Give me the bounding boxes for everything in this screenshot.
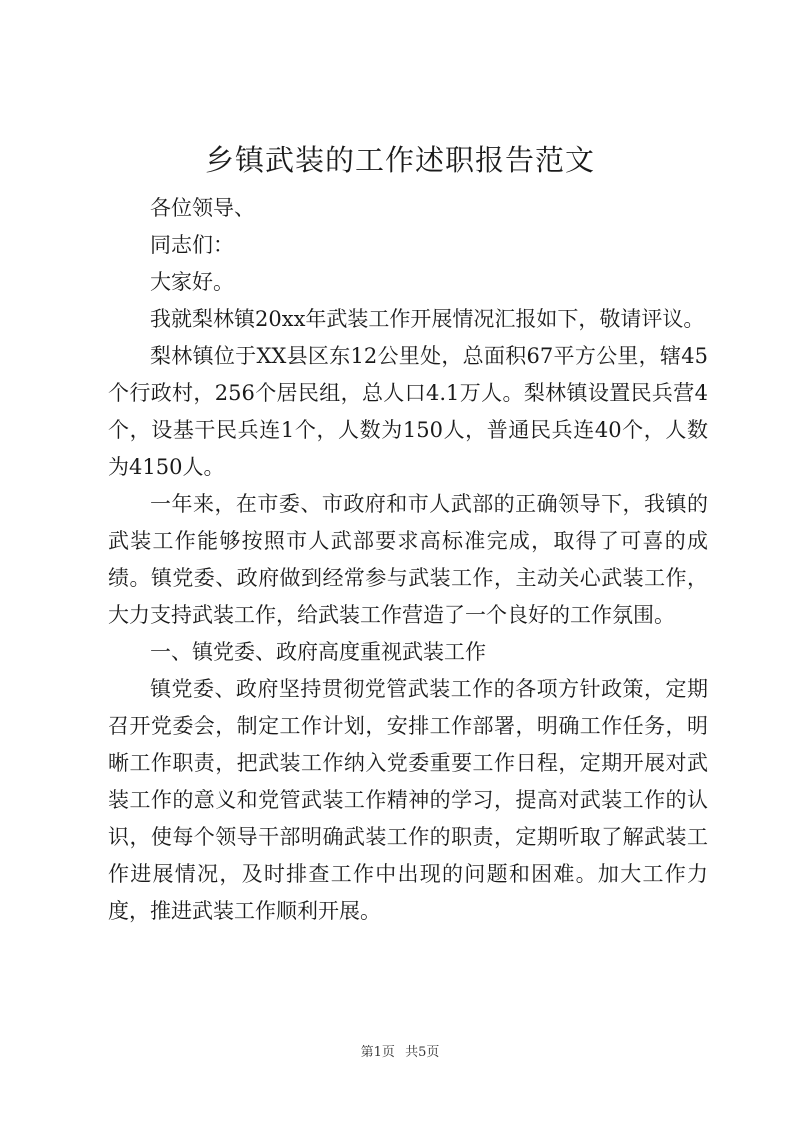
page-footer <box>0 1043 800 1063</box>
paragraph-town-overview: 梨林镇位于XX县区东12公里处，总面积67平方公里，辖45个行政村，256个居民组，总人口4.1万人。梨林镇设置民兵营4个，设基干民兵连1个，人数为150人，普通民兵连40个，人数为4150人。 <box>108 344 708 479</box>
salutation-comrades: 同志们： <box>150 233 234 257</box>
page-number: 第1页 <box>360 1045 395 1060</box>
paragraph-section-1: 镇党委、政府坚持贯彻党管武装工作的各项方针政策，定期召开党委会，制定工作计划，安排工作部署，明确工作任务，明晰工作职责，把武装工作纳入党委重要工作日程，定期开展对武装工作的意义和党管武装工作精神的学习，提高对武装工作的认识，使每个领导干部明确武装工作的职责，定期听取了解武装工作进展情况，及时排查工作中出现的问题和困难。加大工作力度，推进武装工作顺利开展。 <box>108 677 708 923</box>
total-pages: 共5页 <box>405 1045 440 1060</box>
section-heading-1: 一、镇党委、政府高度重视武装工作 <box>150 640 486 664</box>
document-body <box>108 190 708 930</box>
salutation-leaders: 各位领导、 <box>150 196 255 220</box>
document-title: 乡镇武装的工作述职报告范文 <box>204 143 595 177</box>
paragraph-year-summary: 一年来，在市委、市政府和市人武部的正确领导下，我镇的武装工作能够按照市人武部要求高标准完成，取得了可喜的成绩。镇党委、政府做到经常参与武装工作，主动关心武装工作，大力支持武装工作，给武装工作营造了一个良好的工作氛围。 <box>108 492 708 627</box>
paragraph-intro: 我就梨林镇20xx年武装工作开展情况汇报如下，敬请评议。 <box>150 307 705 331</box>
greeting: 大家好。 <box>150 270 234 294</box>
